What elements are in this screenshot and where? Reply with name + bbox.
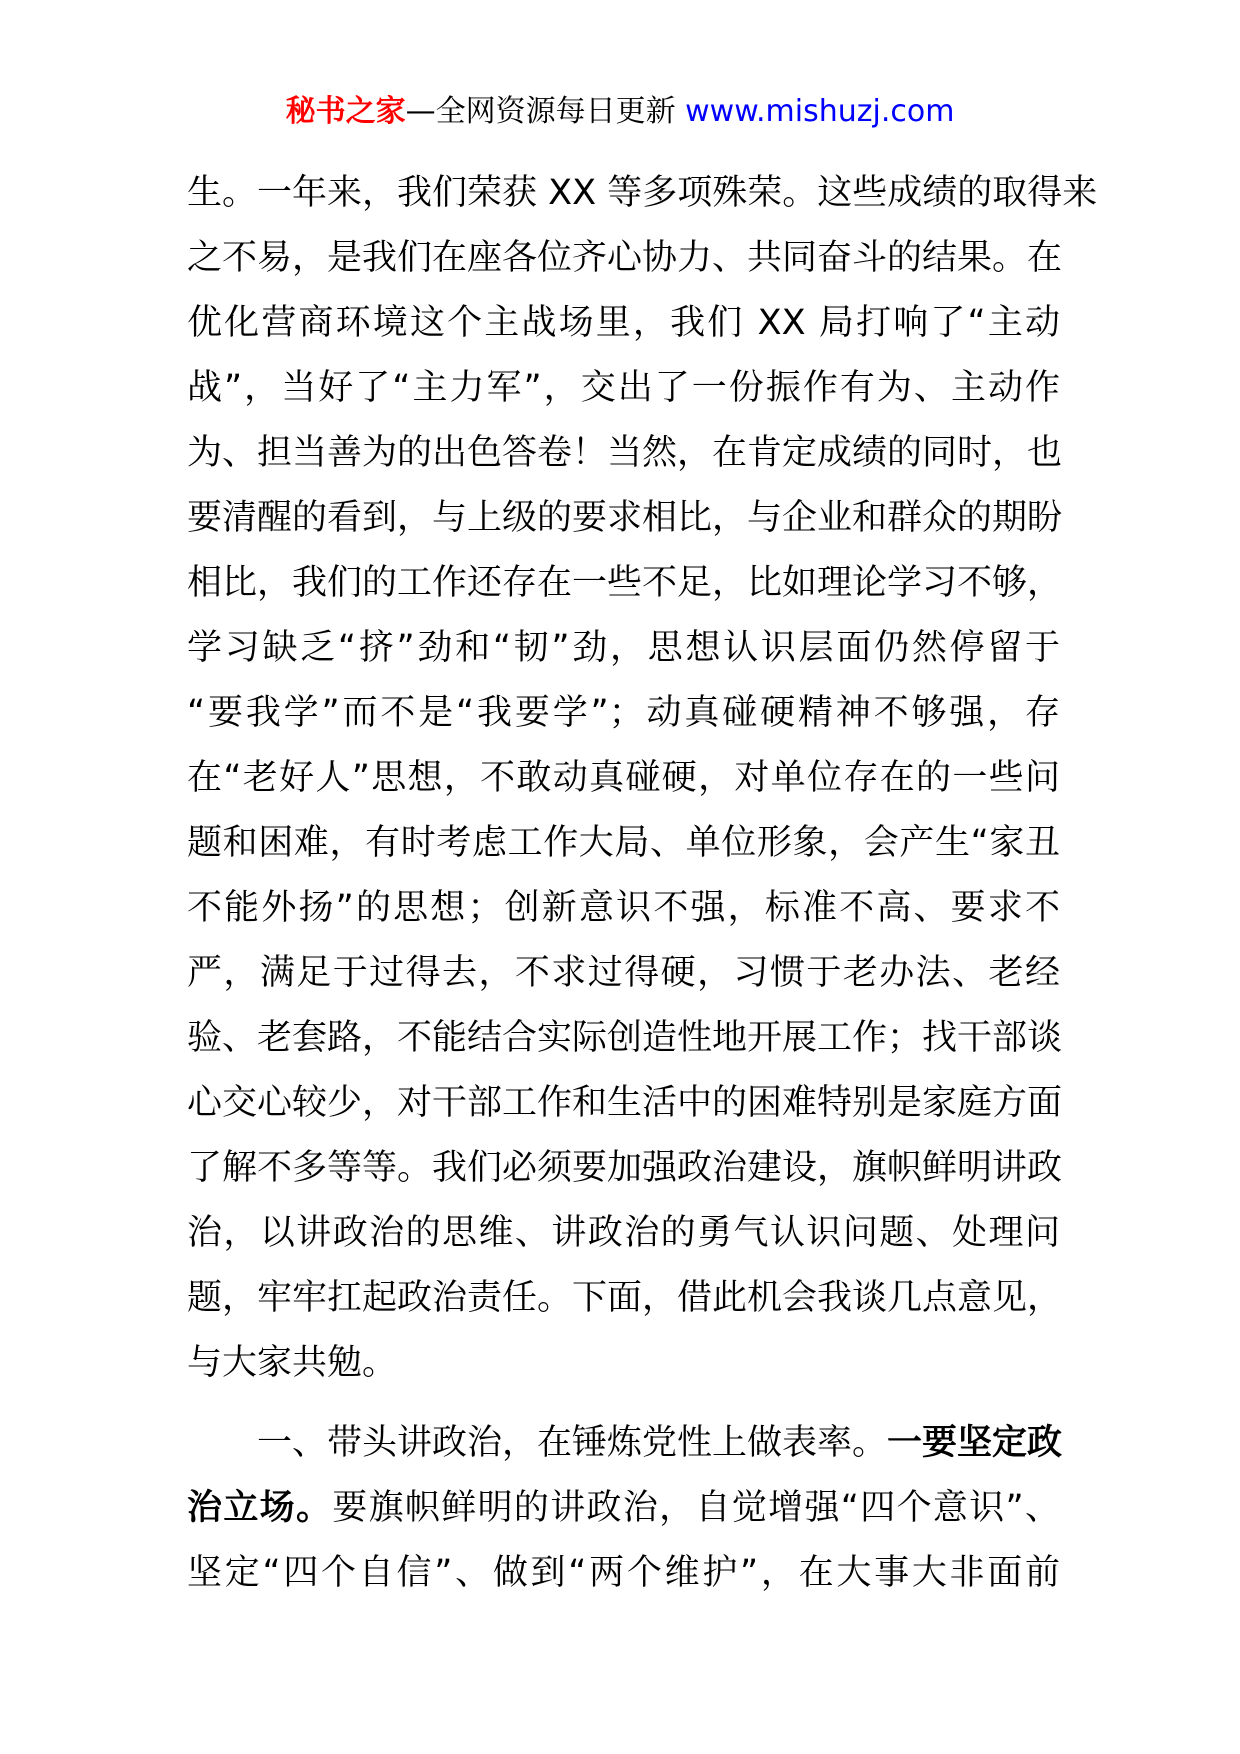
section-body-line: 坚定“四个自信”、做到“两个维护”，在大事大非面前 <box>187 1553 1060 1593</box>
body-line: 治，以讲政治的思维、讲政治的勇气认识问题、处理问 <box>187 1213 1060 1253</box>
site-tagline: —全网资源每日更新 <box>405 94 686 129</box>
document-body <box>187 161 1098 1606</box>
paragraph-gap <box>187 1396 1060 1411</box>
section-body-line <box>187 1476 1060 1541</box>
body-line: 生。一年来，我们荣获 XX 等多项殊荣。这些成绩的取得来 <box>187 173 1098 213</box>
body-line: 题，牢牢扛起政治责任。下面，借此机会我谈几点意见， <box>187 1278 1063 1318</box>
body-line: 在“老好人”思想，不敢动真碰硬，对单位存在的一些问 <box>187 758 1060 798</box>
body-line: “要我学”而不是“我要学”；动真碰硬精神不够强，存 <box>187 693 1060 733</box>
body-line: 优化营商环境这个主战场里，我们 XX 局打响了“主动 <box>187 303 1060 343</box>
body-line: 学习缺乏“挤”劲和“韧”劲，思想认识层面仍然停留于 <box>187 628 1060 668</box>
body-line: 要清醒的看到，与上级的要求相比，与企业和群众的期盼 <box>187 498 1063 538</box>
body-line: 战”，当好了“主力军”，交出了一份振作有为、主动作 <box>187 368 1060 408</box>
site-header <box>0 92 1240 132</box>
body-line: 题和困难，有时考虑工作大局、单位形象，会产生“家丑 <box>187 823 1060 863</box>
body-line: 与大家共勉。 <box>187 1343 398 1383</box>
body-line: 相比，我们的工作还存在一些不足，比如理论学习不够， <box>187 563 1063 603</box>
section-text: 要旗帜鲜明的讲政治，自觉增强“四个意识”、 <box>332 1488 1060 1528</box>
body-line: 了解不多等等。我们必须要加强政治建设，旗帜鲜明讲政 <box>187 1148 1063 1188</box>
body-line: 心交心较少，对干部工作和生活中的困难特别是家庭方面 <box>187 1083 1063 1123</box>
section-point-title-cont: 治立场。 <box>187 1488 333 1528</box>
body-line: 验、老套路，不能结合实际创造性地开展工作；找干部谈 <box>187 1018 1063 1058</box>
body-line: 不能外扬”的思想；创新意识不强，标准不高、要求不 <box>187 888 1060 928</box>
body-line: 之不易，是我们在座各位齐心协力、共同奋斗的结果。在 <box>187 238 1063 278</box>
site-url-link[interactable]: www.mishuzj.com <box>685 94 955 129</box>
body-line: 为、担当善为的出色答卷！当然，在肯定成绩的同时，也 <box>187 433 1063 473</box>
site-brand: 秘书之家 <box>285 94 406 129</box>
section-heading: 一、带头讲政治，在锤炼党性上做表率。 <box>257 1423 888 1463</box>
body-line: 严，满足于过得去，不求过得硬，习惯于老办法、老经 <box>187 953 1060 993</box>
section-point-title: 一要坚定政 <box>887 1423 1063 1463</box>
section-heading-line <box>187 1411 1063 1476</box>
